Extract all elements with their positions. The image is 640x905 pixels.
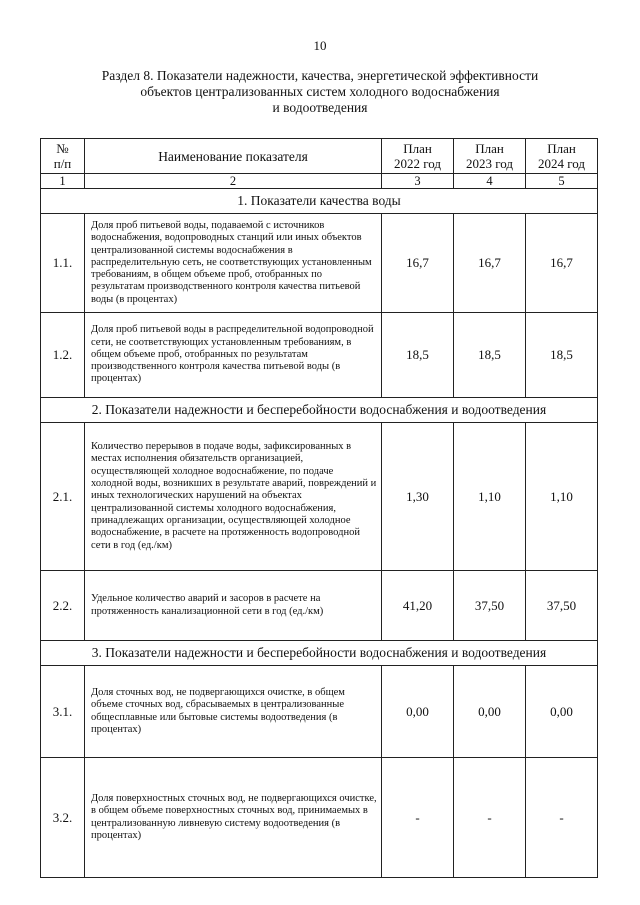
plan-2023-value: 18,5 [454,313,526,398]
indicator-name: Доля проб питьевой воды, подаваемой с источников водоснабжения, водопроводных станций или иных объектов централизованной системы водоснабжения в распределительную сеть, не соответствующих установленным требованиям, в общем объеме проб, отобранных по результатам производственного контроля качества питьевой воды (в процентах) [85,214,382,313]
page-number: 10 [313,38,327,53]
plan-2023-value: - [454,758,526,878]
column-number-row [41,174,598,189]
header-plan-2024: План 2024 год [526,139,598,174]
header-plan-2022: План 2022 год [382,139,454,174]
header-num: № п/п [41,139,85,174]
section-title [60,68,580,116]
section-title-line-2: объектов централизованных систем холодного водоснабжения [140,84,500,99]
section-title-line-3: и водоотведения [272,100,368,115]
row-number: 2.1. [41,423,85,571]
column-number: 5 [526,174,598,189]
table-row [41,571,598,641]
indicator-name: Удельное количество аварий и засоров в расчете на протяженность канализационной сети в год (ед./км) [85,571,382,641]
indicators-table [40,138,598,878]
plan-2023-value: 1,10 [454,423,526,571]
row-number: 3.2. [41,758,85,878]
group-header-row [41,398,598,423]
indicator-name: Доля поверхностных сточных вод, не подвергающихся очистке, в общем объеме поверхностных сточных вод, принимаемых в централизованную ливневую систему водоотведения (в процентах) [85,758,382,878]
plan-2024-value: 18,5 [526,313,598,398]
table-row [41,758,598,878]
table-row [41,313,598,398]
group-title: 2. Показатели надежности и бесперебойности водоснабжения и водоотведения [41,398,598,423]
section-title-line-1: Раздел 8. Показатели надежности, качества, энергетической эффективности [101,68,539,83]
column-number: 1 [41,174,85,189]
plan-2024-value: 0,00 [526,666,598,758]
plan-2022-value: - [382,758,454,878]
plan-2023-value: 37,50 [454,571,526,641]
header-row [41,139,598,174]
plan-2022-value: 0,00 [382,666,454,758]
plan-2022-value: 18,5 [382,313,454,398]
group-header-row [41,641,598,666]
column-number: 2 [85,174,382,189]
plan-2024-value: 37,50 [526,571,598,641]
row-number: 1.1. [41,214,85,313]
indicator-name: Количество перерывов в подаче воды, зафиксированных в местах исполнения обязательств организацией, осуществляющей холодное водоснабжение, по подаче холодной воды, возникших в результате аварий, повреждений и иных технологических нарушений на объектах централизованной системы холодного водоснабжения, принадлежащих организации, осуществляющей холодное водоснабжение, в расчете на протяженность водопроводной сети в год (ед./км) [85,423,382,571]
plan-2024-value: 16,7 [526,214,598,313]
group-header-row [41,189,598,214]
plan-2024-value: 1,10 [526,423,598,571]
plan-2024-value: - [526,758,598,878]
plan-2022-value: 1,30 [382,423,454,571]
group-title: 1. Показатели качества воды [41,189,598,214]
indicator-name: Доля проб питьевой воды в распределительной водопроводной сети, не соответствующих установленным требованиям, в общем объеме проб, отобранных по результатам производственного контроля качества питьевой воды (в процентах) [85,313,382,398]
table-row [41,666,598,758]
header-name: Наименование показателя [85,139,382,174]
column-number: 4 [454,174,526,189]
column-number: 3 [382,174,454,189]
plan-2023-value: 0,00 [454,666,526,758]
row-number: 1.2. [41,313,85,398]
group-title: 3. Показатели надежности и бесперебойности водоснабжения и водоотведения [41,641,598,666]
row-number: 2.2. [41,571,85,641]
header-plan-2023: План 2023 год [454,139,526,174]
plan-2023-value: 16,7 [454,214,526,313]
table-row [41,423,598,571]
plan-2022-value: 41,20 [382,571,454,641]
table-row [41,214,598,313]
row-number: 3.1. [41,666,85,758]
indicator-name: Доля сточных вод, не подвергающихся очистке, в общем объеме сточных вод, сбрасываемых в централизованные общесплавные или бытовые системы водоотведения (в процентах) [85,666,382,758]
plan-2022-value: 16,7 [382,214,454,313]
